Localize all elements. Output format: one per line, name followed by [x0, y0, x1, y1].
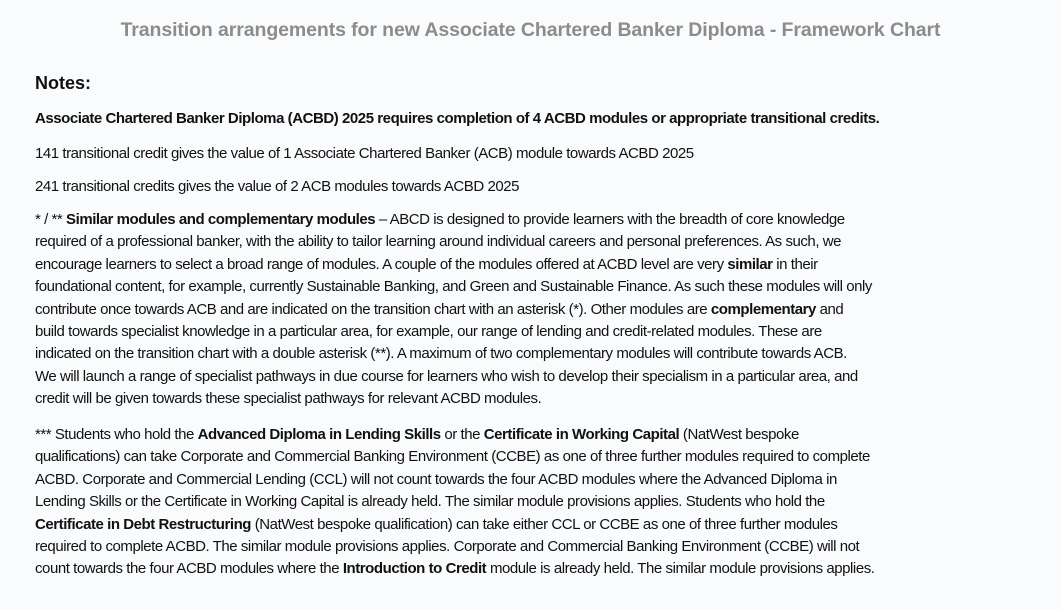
text-run: and — [815, 300, 844, 318]
text-run: in their — [772, 255, 818, 273]
text-line — [35, 254, 872, 276]
text-line — [35, 209, 872, 231]
text-run: – ABCD is designed to provide learners with the breadth of core knowledge — [375, 211, 845, 228]
text-run: 241 transitional credits gives the value of 2 ACB modules towards ACBD 2025 — [35, 178, 520, 195]
bold-text: Introduction to Credit — [342, 560, 487, 578]
text-run: qualifications) can take Corporate and Commercial Banking Environment (CCBE) as one of three further modules required to complete — [35, 448, 870, 466]
text-line — [35, 424, 874, 446]
natwest-qualifications-note — [35, 424, 874, 581]
text-line — [35, 558, 874, 580]
text-run: (NatWest bespoke — [679, 426, 799, 443]
page-title: Transition arrangements for new Associate Chartered Banker Diploma - Framework Chart — [120, 19, 941, 41]
text-line — [35, 231, 872, 253]
text-run: indicated on the transition chart with a double asterisk (**). A maximum of two complementary modules will contribute towards ACB. — [35, 345, 847, 363]
credit-241-note — [35, 176, 519, 198]
text-run: We will launch a range of specialist pathways in due course for learners who wish to develop their specialism in a particular area, and — [35, 367, 858, 385]
text-run: module is already held. The similar module provisions applies. — [486, 560, 875, 578]
bold-text: Certificate in Working Capital — [483, 426, 680, 443]
text-line — [35, 143, 694, 165]
bold-text: Similar modules and complementary modules — [66, 211, 376, 228]
notes-heading: Notes: — [35, 73, 92, 93]
text-line — [35, 491, 874, 513]
text-run: ACBD. Corporate and Commercial Lending (CCL) will not count towards the four ACBD modules where the Advanced Diploma in — [35, 470, 837, 488]
bold-text: complementary — [710, 300, 816, 318]
text-line — [35, 321, 872, 343]
text-line — [35, 276, 872, 298]
text-run: build towards specialist knowledge in a particular area, for example, our range of lending and credit-related modules. These are — [35, 322, 822, 340]
text-line — [35, 366, 872, 388]
text-run: foundational content, for example, currently Sustainable Banking, and Green and Sustainable Finance. As such these modules will only — [35, 278, 872, 296]
bold-text: Associate Chartered Banker Diploma (ACBD) 2025 requires completion of 4 ACBD modules or appropriate transitional credits. — [35, 110, 880, 127]
text-line — [35, 343, 872, 365]
text-run: required to complete ACBD. The similar module provisions applies. Corporate and Commercial Banking Environment (CCBE) will not — [35, 537, 860, 555]
text-run: or the — [440, 426, 484, 443]
bold-text: similar — [727, 255, 773, 273]
text-run: (NatWest bespoke qualification) can take either CCL or CCBE as one of three further modules — [251, 515, 838, 533]
text-line — [35, 536, 874, 558]
text-run: Lending Skills or the Certificate in Working Capital is already held. The similar module provisions applies. Students who hold the — [35, 493, 825, 511]
text-line — [35, 514, 874, 536]
text-run: count towards the four ACBD modules where the — [35, 560, 343, 578]
text-run: 141 transitional credit gives the value of 1 Associate Chartered Banker (ACB) module towards ACBD 2025 — [35, 145, 694, 162]
text-line — [35, 388, 872, 410]
bold-text: Certificate in Debt Restructuring — [35, 515, 252, 533]
text-run: *** Students who hold the — [35, 426, 198, 443]
text-line — [35, 108, 879, 130]
text-line — [35, 176, 519, 198]
text-run: required of a professional banker, with the ability to tailor learning around individual careers and personal preferences. As such, we — [35, 233, 842, 251]
credit-141-note — [35, 143, 694, 165]
acbd-requirement-note — [35, 108, 879, 130]
text-line — [35, 469, 874, 491]
similar-modules-note — [35, 209, 872, 411]
text-run: contribute once towards ACB and are indicated on the transition chart with an asterisk (*). Other modules are — [35, 300, 711, 318]
text-line — [35, 299, 872, 321]
text-run: credit will be given towards these specialist pathways for relevant ACBD modules. — [35, 390, 542, 408]
bold-text: Advanced Diploma in Lending Skills — [197, 426, 441, 443]
text-run: encourage learners to select a broad range of modules. A couple of the modules offered at ACBD level are very — [35, 255, 728, 273]
text-line — [35, 446, 874, 468]
text-run: * / ** — [35, 211, 67, 228]
